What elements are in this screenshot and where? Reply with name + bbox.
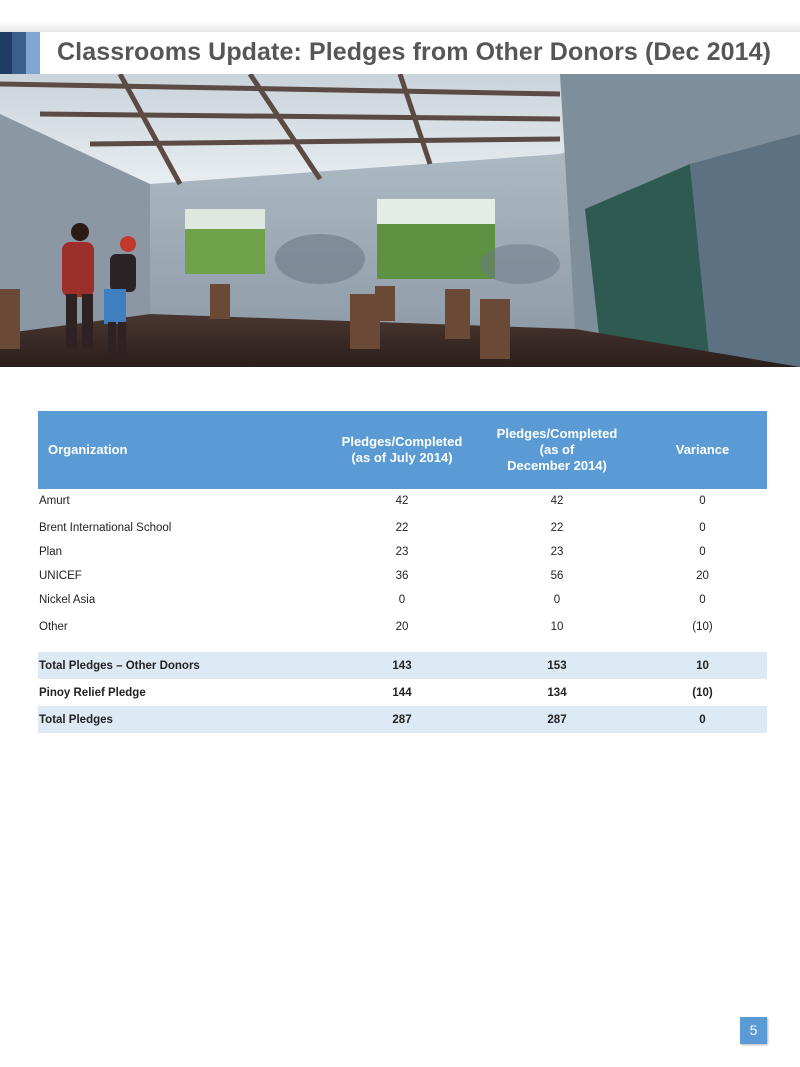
table-row bbox=[38, 609, 767, 644]
cell-organization: Pinoy Relief Pledge bbox=[39, 686, 146, 699]
header-july-label: Pledges/Completed (as of July 2014) bbox=[341, 434, 463, 465]
cell-december: 287 bbox=[547, 713, 567, 726]
cell-december: 0 bbox=[553, 594, 561, 606]
cell-variance: (10) bbox=[692, 686, 713, 699]
cell-december: 10 bbox=[550, 620, 564, 633]
table-row bbox=[38, 591, 767, 609]
header-july bbox=[328, 434, 476, 466]
header-december-line2: (as of bbox=[539, 442, 575, 457]
cell-december: 56 bbox=[550, 570, 564, 582]
cell-december: 153 bbox=[547, 659, 567, 672]
cell-variance: 0 bbox=[699, 495, 706, 507]
cell-variance: 0 bbox=[699, 594, 706, 606]
cell-july: 144 bbox=[392, 686, 412, 699]
cell-variance: 0 bbox=[699, 713, 706, 726]
cell-december: 42 bbox=[550, 495, 564, 507]
total-row-other-donors bbox=[38, 652, 767, 679]
pledges-table bbox=[38, 411, 767, 733]
classroom-photo bbox=[0, 74, 800, 367]
table-row bbox=[38, 561, 767, 591]
cell-december: 134 bbox=[547, 686, 567, 699]
table-header bbox=[38, 411, 767, 489]
header-stripe-light bbox=[26, 32, 40, 74]
header-shadow bbox=[0, 22, 800, 32]
header-variance: Variance bbox=[675, 442, 730, 457]
table-spacer bbox=[38, 644, 767, 652]
cell-variance: 10 bbox=[696, 659, 709, 672]
table-row bbox=[38, 513, 767, 543]
cell-july: 287 bbox=[392, 713, 412, 726]
cell-organization: Amurt bbox=[39, 495, 70, 507]
cell-organization: UNICEF bbox=[39, 570, 82, 582]
header-stripe-dark bbox=[0, 32, 12, 74]
cell-variance: (10) bbox=[692, 620, 713, 633]
cell-december: 22 bbox=[550, 522, 564, 534]
cell-organization: Brent International School bbox=[39, 522, 172, 534]
table-row bbox=[38, 543, 767, 561]
cell-variance: 0 bbox=[699, 546, 706, 558]
header-december-line1: Pledges/Completed bbox=[496, 426, 618, 441]
cell-organization: Other bbox=[39, 620, 68, 633]
cell-organization: Total Pledges – Other Donors bbox=[39, 659, 200, 672]
cell-organization: Total Pledges bbox=[39, 713, 113, 726]
cell-july: 0 bbox=[398, 594, 406, 606]
page-title: Classrooms Update: Pledges from Other Donors (Dec 2014) bbox=[57, 38, 772, 66]
cell-organization: Plan bbox=[39, 546, 63, 558]
cell-december: 23 bbox=[550, 546, 564, 558]
header-december bbox=[476, 426, 638, 474]
cell-july: 143 bbox=[392, 659, 412, 672]
header-organization: Organization bbox=[48, 442, 128, 457]
cell-variance: 20 bbox=[696, 570, 709, 582]
header-december-line3: December 2014) bbox=[507, 458, 607, 473]
cell-july: 20 bbox=[395, 620, 409, 633]
cell-july: 42 bbox=[395, 495, 409, 507]
cell-variance: 0 bbox=[699, 522, 706, 534]
cell-july: 22 bbox=[395, 522, 409, 534]
cell-july: 36 bbox=[395, 570, 409, 582]
page-number: 5 bbox=[740, 1017, 767, 1044]
cell-july: 23 bbox=[395, 546, 409, 558]
total-row-grand bbox=[38, 706, 767, 733]
table-row bbox=[38, 489, 767, 513]
cell-organization: Nickel Asia bbox=[39, 594, 96, 606]
total-row-pinoy-relief bbox=[38, 679, 767, 706]
header-stripe-mid bbox=[12, 32, 26, 74]
